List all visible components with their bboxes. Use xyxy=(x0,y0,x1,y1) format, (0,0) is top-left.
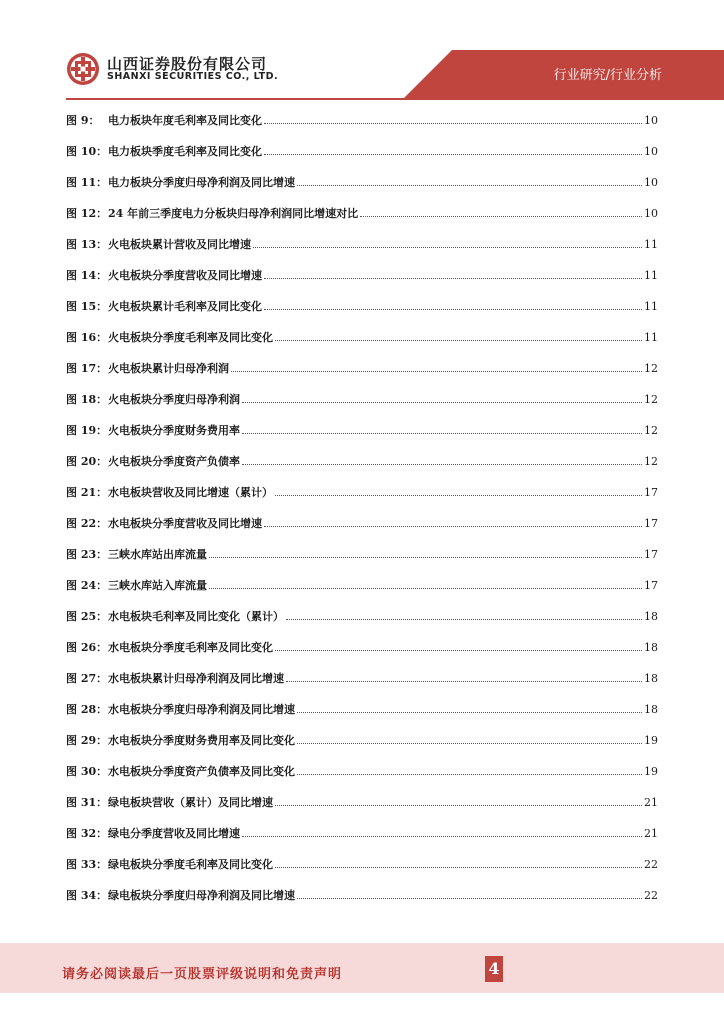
toc-entry[interactable] xyxy=(66,360,658,391)
toc-entry[interactable] xyxy=(66,763,658,794)
toc-entry-title: 绿电板块分季度毛利率及同比变化 xyxy=(108,858,273,871)
company-name-cn: 山西证券股份有限公司 xyxy=(107,55,268,73)
dot-leader xyxy=(297,898,642,899)
toc-entry[interactable] xyxy=(66,205,658,236)
toc-entry-number: 图 17： xyxy=(66,362,108,375)
toc-entry-title: 火电板块分季度归母净利润 xyxy=(108,393,240,406)
toc-entry-page: 12 xyxy=(644,393,658,406)
toc-entry-page: 12 xyxy=(644,424,658,437)
toc-entry-title: 水电板块分季度营收及同比增速 xyxy=(108,517,262,530)
toc-entry-page: 22 xyxy=(644,858,658,871)
toc-entry-title: 水电板块分季度资产负债率及同比变化 xyxy=(108,765,295,778)
toc-entry-title: 火电板块分季度毛利率及同比变化 xyxy=(108,331,273,344)
toc-entry[interactable] xyxy=(66,298,658,329)
toc-entry-page: 17 xyxy=(644,486,658,499)
dot-leader xyxy=(231,371,642,372)
toc-entry-number: 图 33： xyxy=(66,858,108,871)
dot-leader xyxy=(275,805,642,806)
toc-entry[interactable] xyxy=(66,546,658,577)
toc-entry[interactable] xyxy=(66,701,658,732)
toc-entry-title: 绿电板块分季度归母净利润及同比增速 xyxy=(108,889,295,902)
dot-leader xyxy=(264,123,642,124)
toc-entry-number: 图 9： xyxy=(66,114,100,127)
toc-entry-number: 图 10： xyxy=(66,145,108,158)
toc-entry[interactable] xyxy=(66,887,658,918)
toc-entry-page: 17 xyxy=(644,548,658,561)
toc-entry-page: 11 xyxy=(644,300,658,313)
toc-entry-number: 图 19： xyxy=(66,424,108,437)
toc-entry-number: 图 30： xyxy=(66,765,108,778)
dot-leader xyxy=(264,154,642,155)
toc-entry[interactable] xyxy=(66,856,658,887)
toc-entry-title: 水电板块分季度毛利率及同比变化 xyxy=(108,641,273,654)
toc-entry-title: 火电板块分季度财务费用率 xyxy=(108,424,240,437)
toc-entry-number: 图 21： xyxy=(66,486,108,499)
toc-entry-number: 图 28： xyxy=(66,703,108,716)
toc-entry[interactable] xyxy=(66,422,658,453)
dot-leader xyxy=(242,836,642,837)
toc-entry-title: 水电板块分季度归母净利润及同比增速 xyxy=(108,703,295,716)
figure-list xyxy=(66,112,658,918)
dot-leader xyxy=(275,340,642,341)
toc-entry-page: 18 xyxy=(644,641,658,654)
toc-entry-page: 21 xyxy=(644,796,658,809)
company-name-en: SHANXI SECURITIES CO., LTD. xyxy=(107,71,279,82)
toc-entry-number: 图 22： xyxy=(66,517,108,530)
page-number: 4 xyxy=(485,956,503,982)
toc-entry-title: 水电板块毛利率及同比变化（累计） xyxy=(108,610,284,623)
toc-entry-number: 图 20： xyxy=(66,455,108,468)
toc-entry-number: 图 13： xyxy=(66,238,108,251)
dot-leader xyxy=(242,464,642,465)
toc-entry-number: 图 25： xyxy=(66,610,108,623)
toc-entry-number: 图 32： xyxy=(66,827,108,840)
toc-entry[interactable] xyxy=(66,453,658,484)
toc-entry-number: 图 23： xyxy=(66,548,108,561)
toc-entry-page: 18 xyxy=(644,672,658,685)
toc-entry-title: 水电板块分季度财务费用率及同比变化 xyxy=(108,734,295,747)
toc-entry-page: 11 xyxy=(644,331,658,344)
toc-entry[interactable] xyxy=(66,577,658,608)
toc-entry-number: 图 14： xyxy=(66,269,108,282)
toc-entry-number: 图 34： xyxy=(66,889,108,902)
toc-entry-page: 10 xyxy=(644,207,658,220)
toc-entry-page: 12 xyxy=(644,362,658,375)
toc-entry[interactable] xyxy=(66,484,658,515)
toc-entry-page: 18 xyxy=(644,703,658,716)
toc-entry-page: 11 xyxy=(644,269,658,282)
toc-entry-page: 17 xyxy=(644,579,658,592)
toc-entry[interactable] xyxy=(66,732,658,763)
toc-entry[interactable] xyxy=(66,143,658,174)
toc-entry-title: 三峡水库站入库流量 xyxy=(108,579,207,592)
dot-leader xyxy=(264,309,642,310)
company-logo-icon xyxy=(66,52,100,86)
dot-leader xyxy=(253,247,642,248)
toc-entry[interactable] xyxy=(66,794,658,825)
toc-entry-page: 19 xyxy=(644,765,658,778)
dot-leader xyxy=(297,185,642,186)
toc-entry-number: 图 31： xyxy=(66,796,108,809)
toc-entry[interactable] xyxy=(66,670,658,701)
toc-entry-title: 水电板块累计归母净利润及同比增速 xyxy=(108,672,284,685)
toc-entry-number: 图 18： xyxy=(66,393,108,406)
toc-entry[interactable] xyxy=(66,608,658,639)
toc-entry-title: 电力板块分季度归母净利润及同比增速 xyxy=(108,176,295,189)
toc-entry-number: 图 26： xyxy=(66,641,108,654)
dot-leader xyxy=(275,867,642,868)
report-category: 行业研究/行业分析 xyxy=(553,68,662,83)
toc-entry-title: 三峡水库站出库流量 xyxy=(108,548,207,561)
toc-entry[interactable] xyxy=(66,825,658,856)
toc-entry-page: 10 xyxy=(644,176,658,189)
dot-leader xyxy=(242,433,642,434)
toc-entry-title: 火电板块分季度营收及同比增速 xyxy=(108,269,262,282)
dot-leader xyxy=(297,774,642,775)
dot-leader xyxy=(264,278,642,279)
toc-entry[interactable] xyxy=(66,515,658,546)
dot-leader xyxy=(286,681,642,682)
toc-entry-title: 电力板块年度毛利率及同比变化 xyxy=(108,114,262,127)
toc-entry-title: 绿电分季度营收及同比增速 xyxy=(108,827,240,840)
dot-leader xyxy=(209,557,642,558)
dot-leader xyxy=(209,588,642,589)
toc-entry-page: 10 xyxy=(644,114,658,127)
toc-entry-page: 21 xyxy=(644,827,658,840)
toc-entry-page: 17 xyxy=(644,517,658,530)
toc-entry-number: 图 27： xyxy=(66,672,108,685)
page-header xyxy=(0,0,724,100)
toc-entry-number: 图 12： xyxy=(66,207,108,220)
toc-entry-number: 图 24： xyxy=(66,579,108,592)
toc-entry-number: 图 16： xyxy=(66,331,108,344)
disclaimer-text: 请务必阅读最后一页股票评级说明和免责声明 xyxy=(62,967,343,982)
toc-entry[interactable] xyxy=(66,391,658,422)
toc-entry-page: 12 xyxy=(644,455,658,468)
header-divider xyxy=(66,98,724,100)
toc-entry-number: 图 29： xyxy=(66,734,108,747)
toc-entry-number: 图 15： xyxy=(66,300,108,313)
dot-leader xyxy=(360,216,642,217)
toc-entry-title: 绿电板块营收（累计）及同比增速 xyxy=(108,796,273,809)
toc-entry-page: 22 xyxy=(644,889,658,902)
toc-entry-title: 24 年前三季度电力分板块归母净利润同比增速对比 xyxy=(108,207,359,220)
toc-entry-page: 10 xyxy=(644,145,658,158)
toc-entry[interactable] xyxy=(66,174,658,205)
toc-entry-title: 火电板块累计毛利率及同比变化 xyxy=(108,300,262,313)
toc-entry-title: 火电板块累计营收及同比增速 xyxy=(108,238,251,251)
dot-leader xyxy=(297,712,642,713)
toc-entry[interactable] xyxy=(66,236,658,267)
toc-entry-page: 18 xyxy=(644,610,658,623)
toc-entry-title: 火电板块累计归母净利润 xyxy=(108,362,229,375)
dot-leader xyxy=(275,495,642,496)
dot-leader xyxy=(264,526,642,527)
dot-leader xyxy=(242,402,642,403)
toc-entry[interactable] xyxy=(66,639,658,670)
toc-entry[interactable] xyxy=(66,267,658,298)
toc-entry[interactable] xyxy=(66,112,658,143)
toc-entry-page: 11 xyxy=(644,238,658,251)
toc-entry-title: 电力板块季度毛利率及同比变化 xyxy=(108,145,262,158)
toc-entry-page: 19 xyxy=(644,734,658,747)
toc-entry-title: 火电板块分季度资产负债率 xyxy=(108,455,240,468)
toc-entry-number: 图 11： xyxy=(66,176,108,189)
dot-leader xyxy=(275,650,642,651)
toc-entry-title: 水电板块营收及同比增速（累计） xyxy=(108,486,273,499)
dot-leader xyxy=(297,743,642,744)
dot-leader xyxy=(286,619,642,620)
toc-entry[interactable] xyxy=(66,329,658,360)
